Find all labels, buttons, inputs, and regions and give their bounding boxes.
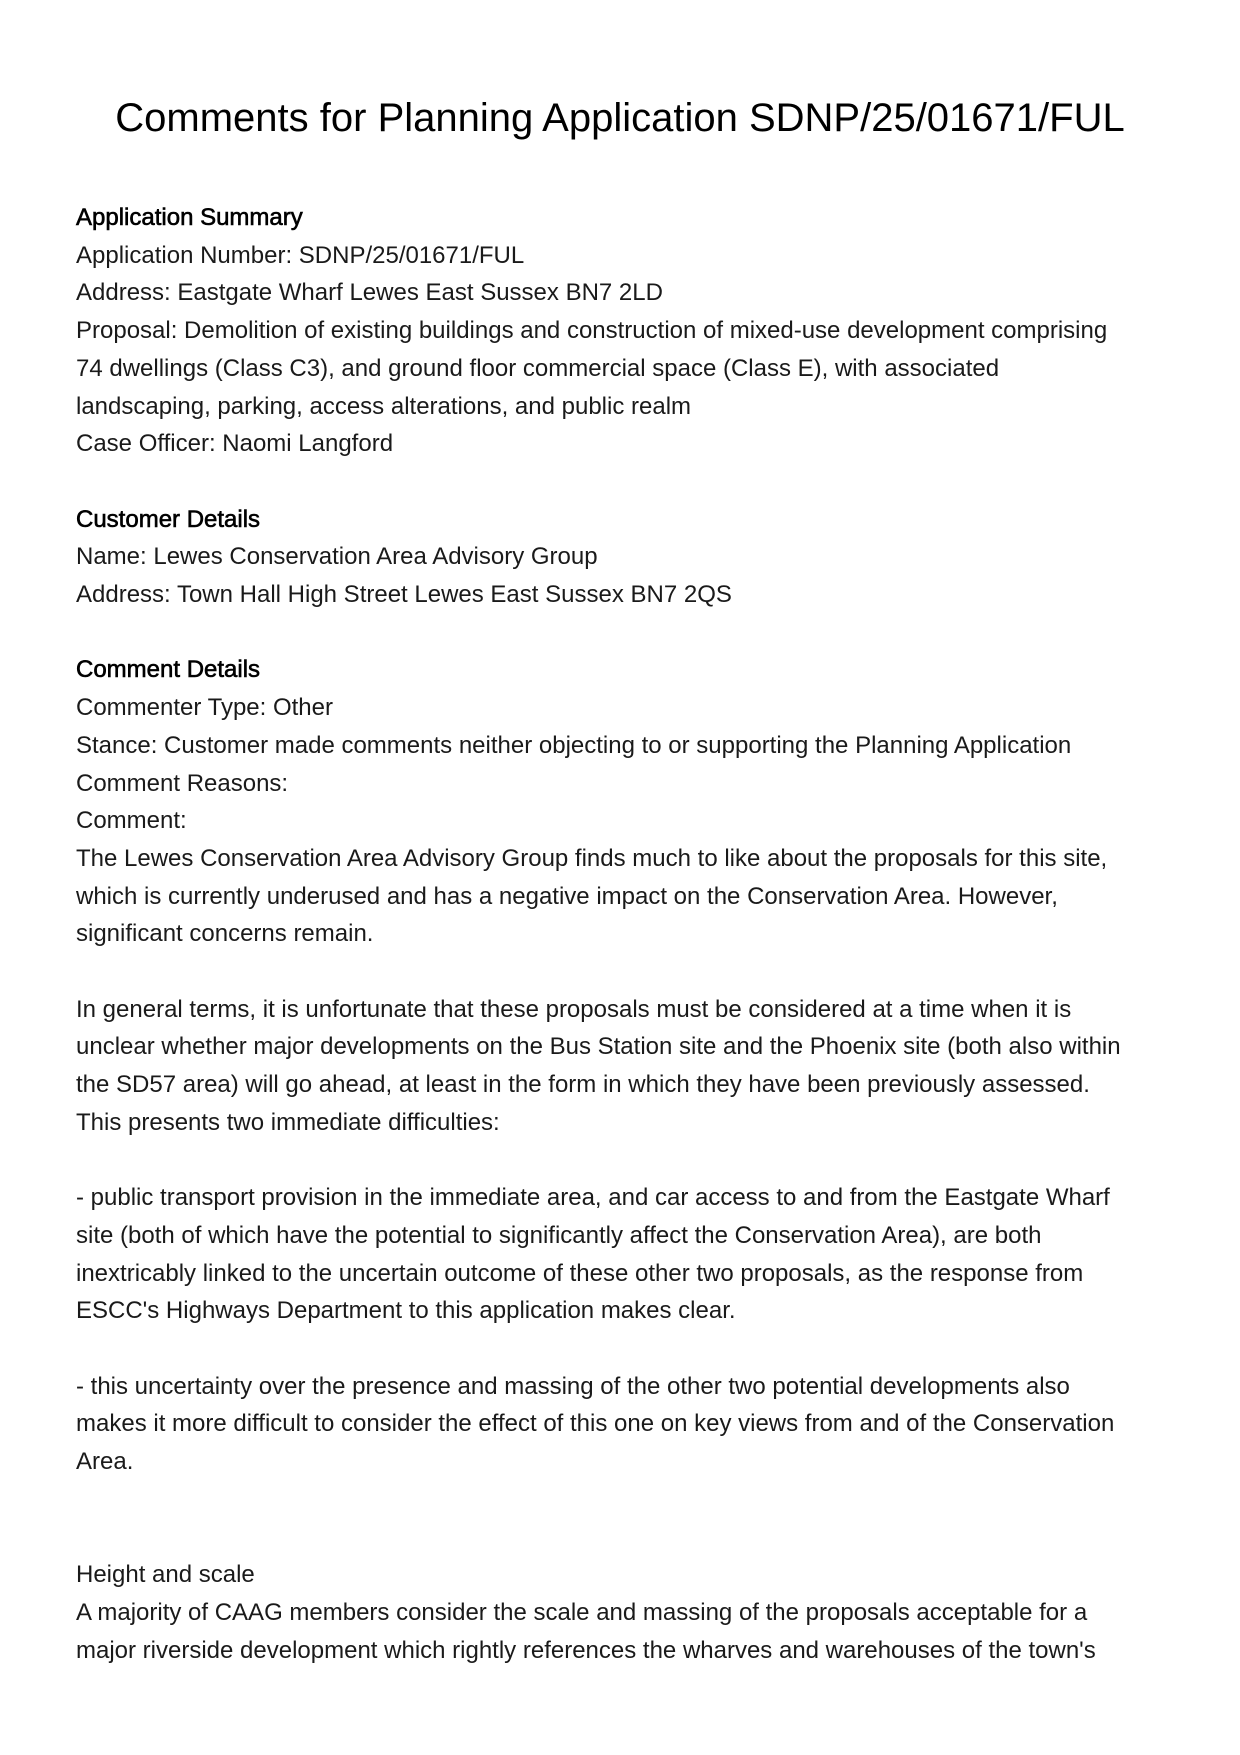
comment-paragraph [76, 840, 1186, 953]
paragraph-line: unclear whether major developments on the Bus Station site and the Phoenix site (both also within [76, 1033, 1121, 1061]
customer-details-section [76, 501, 1186, 614]
paragraph-line: The Lewes Conservation Area Advisory Group finds much to like about the proposals for this site, [76, 844, 1108, 872]
spacer [76, 953, 1186, 991]
proposal-line: landscaping, parking, access alterations, and public realm [76, 392, 692, 420]
proposal-line: 74 dwellings (Class C3), and ground floor commercial space (Class E), with associated [76, 354, 1000, 382]
application-number: Application Number: SDNP/25/01671/FUL [76, 241, 525, 269]
height-and-scale-subheading: Height and scale [76, 1561, 255, 1589]
customer-address: Address: Town Hall High Street Lewes East Sussex BN7 2QS [76, 581, 732, 609]
paragraph-line: significant concerns remain. [76, 920, 374, 948]
application-summary-heading: Application Summary [76, 204, 303, 231]
paragraph-line: inextricably linked to the uncertain outcome of these other two proposals, as the response from [76, 1259, 1084, 1287]
comment-paragraph [76, 991, 1186, 1142]
spacer [76, 1142, 1186, 1180]
comment-paragraph [76, 1179, 1186, 1330]
case-officer: Case Officer: Naomi Langford [76, 430, 394, 458]
commenter-type: Commenter Type: Other [76, 694, 333, 722]
paragraph-line: This presents two immediate difficulties: [76, 1108, 500, 1136]
customer-details-heading: Customer Details [76, 505, 261, 533]
paragraph-line: makes it more difficult to consider the effect of this one on key views from and of the Conservation [76, 1410, 1115, 1438]
application-summary-section [76, 199, 1186, 463]
paragraph-line: In general terms, it is unfortunate that these proposals must be considered at a time when it is [76, 995, 1072, 1023]
proposal-line: Proposal: Demolition of existing buildings and construction of mixed-use development comprising [76, 317, 1108, 345]
comment-reasons-label: Comment Reasons: [76, 769, 289, 797]
comment-details-section [76, 651, 1186, 1669]
comment-details-heading: Comment Details [76, 656, 261, 684]
paragraph-line: - public transport provision in the immediate area, and car access to and from the Eastgate Wharf [76, 1184, 1110, 1212]
application-address: Address: Eastgate Wharf Lewes East Sussex BN7 2LD [76, 279, 663, 307]
customer-name: Name: Lewes Conservation Area Advisory Group [76, 543, 598, 571]
spacer [76, 1330, 1186, 1368]
paragraph-line: - this uncertainty over the presence and massing of the other two potential developments also [76, 1372, 1070, 1400]
spacer [76, 463, 1186, 501]
comment-label: Comment: [76, 807, 187, 835]
paragraph-line: Area. [76, 1448, 134, 1476]
page-title: Comments for Planning Application SDNP/25/01671/FUL [115, 96, 1125, 140]
paragraph-line: which is currently underused and has a negative impact on the Conservation Area. However, [76, 882, 1058, 910]
spacer [76, 1481, 1186, 1556]
document-body [76, 199, 1186, 1669]
paragraph-line: the SD57 area) will go ahead, at least in the form in which they have been previously assessed. [76, 1071, 1090, 1099]
spacer [76, 614, 1186, 652]
paragraph-line: A majority of CAAG members consider the scale and massing of the proposals acceptable for a [76, 1598, 1088, 1626]
paragraph-line: ESCC's Highways Department to this application makes clear. [76, 1297, 736, 1325]
comment-paragraph [76, 1368, 1186, 1481]
comment-paragraph [76, 1594, 1186, 1669]
paragraph-line: major riverside development which rightly references the wharves and warehouses of the town's [76, 1636, 1096, 1664]
paragraph-line: site (both of which have the potential to significantly affect the Conservation Area), are both [76, 1221, 1042, 1249]
stance: Stance: Customer made comments neither objecting to or supporting the Planning Application [76, 731, 1072, 759]
